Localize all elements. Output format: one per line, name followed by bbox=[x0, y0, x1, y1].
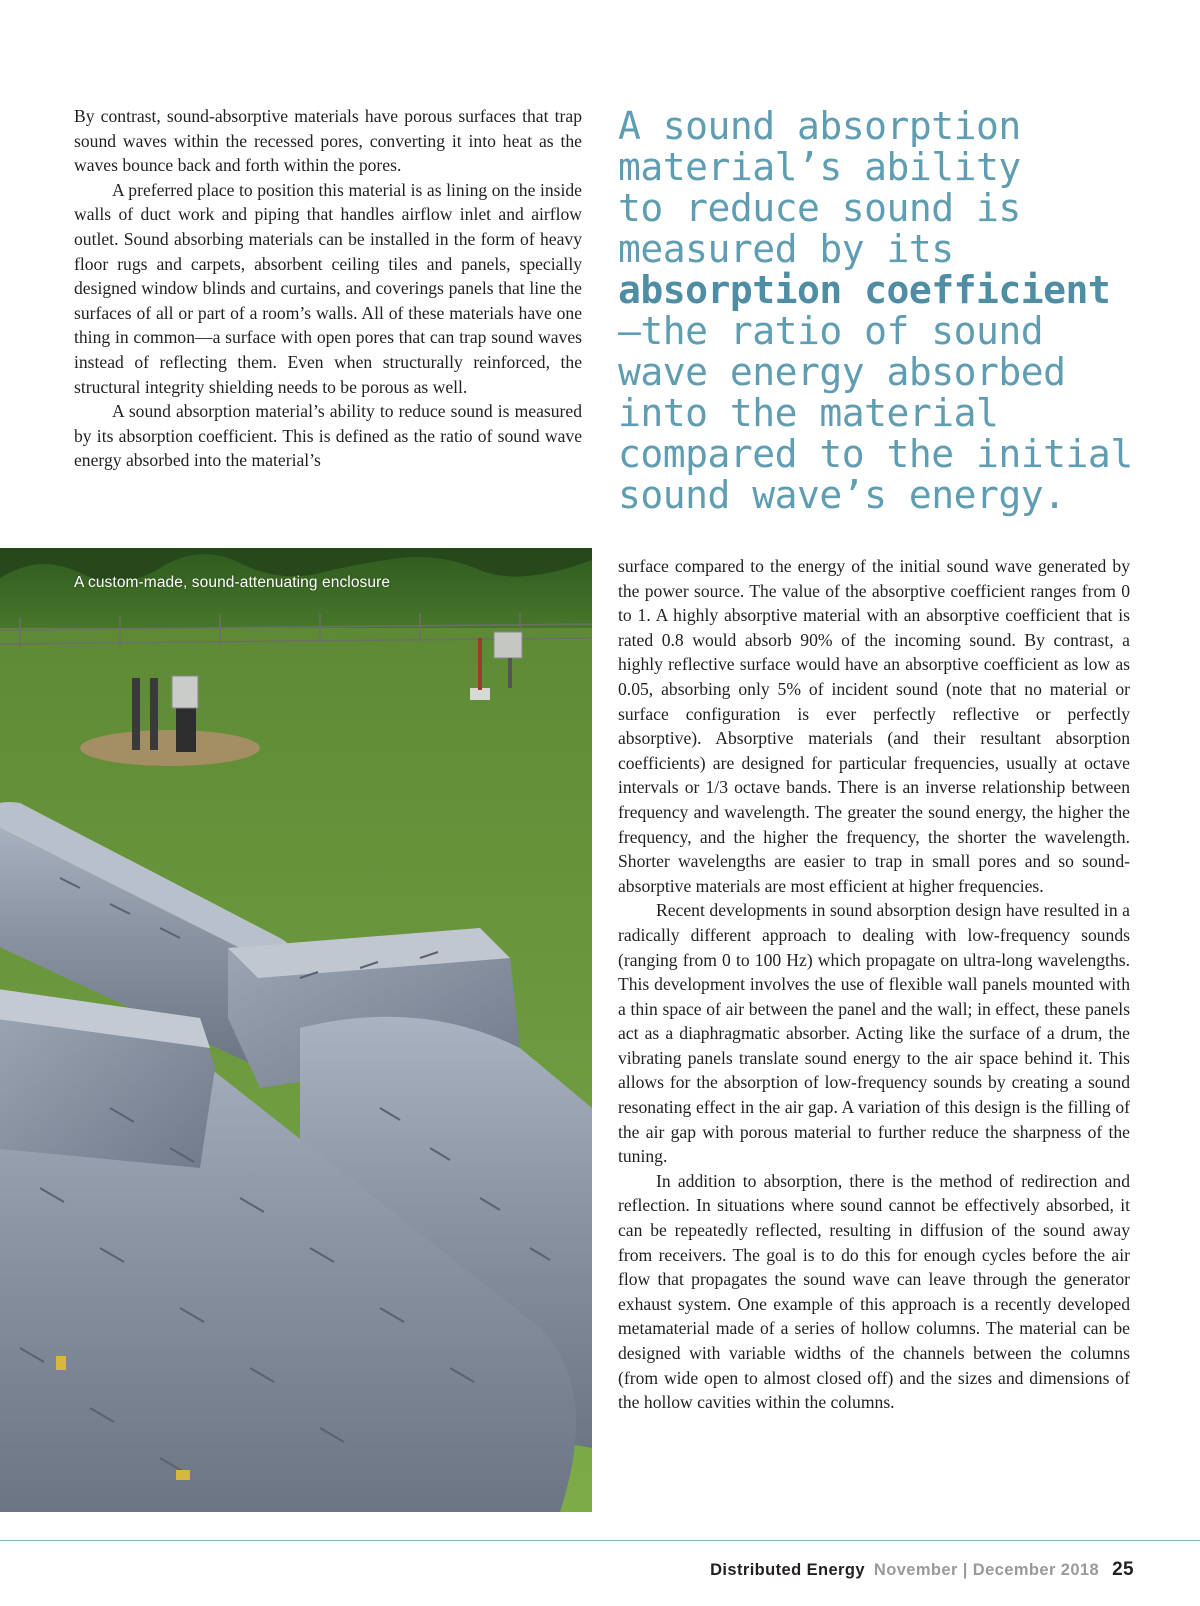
page-footer bbox=[710, 1559, 1134, 1581]
page-number: 25 bbox=[1112, 1559, 1134, 1580]
photo-caption: A custom-made, sound-attenuating enclosure bbox=[74, 574, 391, 591]
pull-quote-line: —the ratio of sound bbox=[618, 309, 1044, 353]
body-paragraph: A preferred place to position this material is as lining on the inside walls of duct work and piping that handles airflow inlet and airflow outlet. Sound absorbing materials can be installed in the form of heavy floor rugs and carpets, absorbent ceiling tiles and panels, specially designed window blinds and curtains, and coverings panels that line the surfaces of all or part of a room’s walls. All of these materials have one thing in common—a surface with open pores that can trap sound waves instead of reflecting them. Even when structurally reinforced, the structural integrity shielding needs to be porous as well. bbox=[74, 179, 582, 397]
body-paragraph: surface compared to the energy of the initial sound wave generated by the power source. The value of the absorptive coefficient ranges from 0 to 1. A highly absorptive material with an absorptive coefficient that is rated 0.8 would absorb 90% of the incoming sound. By contrast, a highly reflective surface would have an absorptive coefficient as low as 0.05, absorbing only 5% of incident sound (note that no material or surface configuration is ever perfectly reflective or perfectly absorptive). Absorptive materials (and their resultant absorption coefficients) are designed for particular frequencies, usually at octave intervals or 1/3 octave bands. There is an inverse relationship between frequency and wavelength. The greater the sound energy, the higher the frequency, and the higher the frequency, the shorter the wavelength. Shorter wavelengths are easier to trap in small pores and so sound-absorptive materials are most efficient at higher frequencies. bbox=[618, 556, 1130, 896]
pull-quote-line: to reduce sound is bbox=[618, 186, 1021, 230]
body-paragraph: In addition to absorption, there is the method of redirection and reflection. In situations where sound cannot be effectively absorbed, it can be repeatedly reflected, resulting in diffusion of the sound away from receivers. The goal is to do this for enough cycles before the air flow that propagates the sound wave can leave through the generator exhaust system. One example of this approach is a recently developed metamaterial made of a series of hollow columns. The material can be designed with variable widths of the channels between the columns (from wide open to almost closed off) and the sizes and dimensions of the hollow cavities within the columns. bbox=[618, 1170, 1130, 1413]
pull-quote-line: compared to the initial bbox=[618, 432, 1133, 476]
pull-quote-line: measured by its bbox=[618, 227, 954, 271]
pull-quote-line: into the material bbox=[618, 391, 999, 435]
enclosure-photo bbox=[0, 548, 592, 1512]
pull-quote-line: wave energy absorbed bbox=[618, 350, 1066, 394]
pull-quote bbox=[618, 104, 1133, 517]
pull-quote-emphasis: absorption coefficient bbox=[618, 268, 1111, 312]
footer-rule bbox=[0, 1540, 1200, 1541]
issue-date: November | December 2018 bbox=[873, 1561, 1100, 1579]
pull-quote-line: sound wave’s energy. bbox=[618, 473, 1066, 517]
body-paragraph: By contrast, sound-absorptive materials have porous surfaces that trap sound waves within the recessed pores, converting it into heat as the waves bounce back and forth within the pores. bbox=[74, 106, 582, 176]
body-paragraph: Recent developments in sound absorption design have resulted in a radically different approach to dealing with low-frequency sounds (ranging from 0 to 100 Hz) which propagate on ultra-long wavelengths. This development involves the use of flexible wall panels mounted with a thin space of air between the panel and the wall; in effect, these panels act as a diaphragmatic absorber. Acting like the surface of a drum, the vibrating panels translate sound energy to the air space behind it. This allows for the absorption of low-frequency sounds by creating a sound resonating effect in the air gap. A variation of this design is the filling of the air gap with porous material to further reduce the sharpness of the tuning. bbox=[618, 900, 1130, 1167]
pull-quote-line: A sound absorption bbox=[618, 104, 1021, 148]
right-text-column bbox=[618, 554, 1130, 1415]
body-paragraph: A sound absorption material’s ability to reduce sound is measured by its absorption coefficient. This is defined as the ratio of sound wave energy absorbed into the material’s bbox=[74, 401, 582, 471]
pull-quote-line: material’s ability bbox=[618, 145, 1021, 189]
left-text-column bbox=[74, 104, 582, 473]
publication-name: Distributed Energy bbox=[710, 1561, 865, 1579]
